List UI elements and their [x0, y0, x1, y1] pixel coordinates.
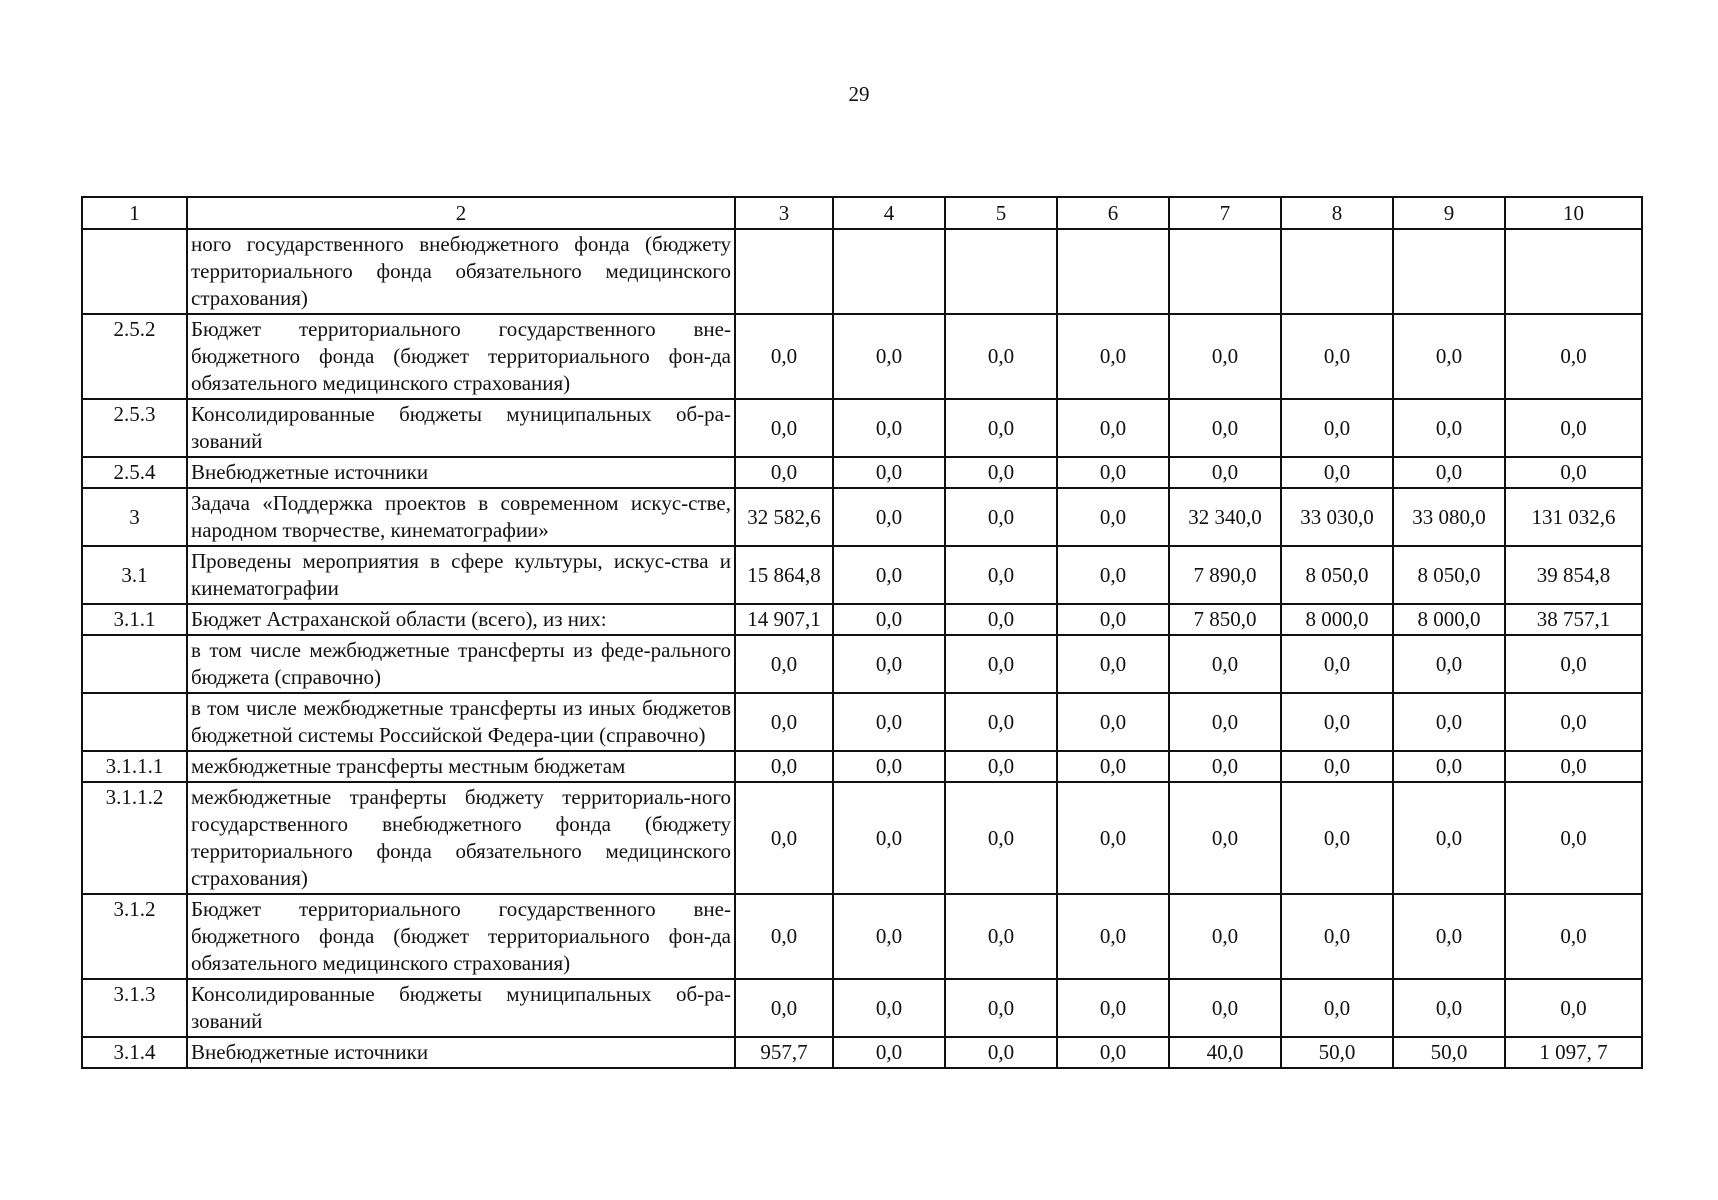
row-description: в том числе межбюджетные трансферты из феде-рального бюджета (справочно) — [187, 635, 735, 693]
value-cell: 8 000,0 — [1281, 604, 1393, 635]
value-cell: 0,0 — [1057, 979, 1169, 1037]
column-header: 7 — [1169, 197, 1281, 229]
value-cell: 0,0 — [1281, 751, 1393, 782]
value-cell: 8 050,0 — [1393, 546, 1505, 604]
column-header: 4 — [833, 197, 945, 229]
value-cell: 0,0 — [945, 314, 1057, 399]
value-cell: 0,0 — [1393, 635, 1505, 693]
row-description: Консолидированные бюджеты муниципальных об-ра-зований — [187, 979, 735, 1037]
value-cell: 0,0 — [1169, 693, 1281, 751]
row-code — [82, 635, 187, 693]
row-description: Внебюджетные источники — [187, 457, 735, 488]
value-cell: 0,0 — [833, 635, 945, 693]
value-cell: 32 582,6 — [735, 488, 833, 546]
row-description: Бюджет Астраханской области (всего), из них: — [187, 604, 735, 635]
value-cell: 0,0 — [945, 693, 1057, 751]
value-cell: 8 000,0 — [1393, 604, 1505, 635]
row-code: 3.1.2 — [82, 894, 187, 979]
row-code: 3 — [82, 488, 187, 546]
value-cell: 0,0 — [1393, 979, 1505, 1037]
value-cell: 0,0 — [833, 1037, 945, 1068]
value-cell: 957,7 — [735, 1037, 833, 1068]
value-cell: 0,0 — [833, 979, 945, 1037]
table-row — [82, 894, 1642, 979]
row-description: в том числе межбюджетные трансферты из иных бюджетов бюджетной системы Российской Федера-ции (справочно) — [187, 693, 735, 751]
value-cell: 0,0 — [945, 635, 1057, 693]
value-cell: 0,0 — [1057, 546, 1169, 604]
table-row — [82, 546, 1642, 604]
table-row — [82, 314, 1642, 399]
page-number: 29 — [848, 82, 870, 106]
value-cell: 0,0 — [945, 979, 1057, 1037]
column-header: 3 — [735, 197, 833, 229]
value-cell — [833, 229, 945, 314]
value-cell: 0,0 — [1281, 399, 1393, 457]
value-cell: 32 340,0 — [1169, 488, 1281, 546]
value-cell: 0,0 — [1393, 457, 1505, 488]
value-cell — [735, 229, 833, 314]
value-cell: 0,0 — [945, 604, 1057, 635]
value-cell: 33 030,0 — [1281, 488, 1393, 546]
value-cell: 0,0 — [945, 399, 1057, 457]
value-cell: 0,0 — [945, 894, 1057, 979]
value-cell — [1057, 229, 1169, 314]
value-cell: 0,0 — [1169, 457, 1281, 488]
value-cell: 0,0 — [1057, 693, 1169, 751]
value-cell: 50,0 — [1281, 1037, 1393, 1068]
row-code: 3.1.4 — [82, 1037, 187, 1068]
budget-table — [81, 196, 1643, 1069]
value-cell — [1281, 229, 1393, 314]
value-cell: 0,0 — [1057, 314, 1169, 399]
value-cell: 0,0 — [1505, 782, 1642, 894]
row-description: Задача «Поддержка проектов в современном искус-стве, народном творчестве, кинематографии» — [187, 488, 735, 546]
table-row — [82, 751, 1642, 782]
value-cell: 0,0 — [1169, 314, 1281, 399]
table-row — [82, 693, 1642, 751]
value-cell: 0,0 — [1169, 979, 1281, 1037]
column-header: 9 — [1393, 197, 1505, 229]
value-cell — [1169, 229, 1281, 314]
value-cell: 0,0 — [833, 457, 945, 488]
row-description: Бюджет территориального государственного вне-бюджетного фонда (бюджет территориального фон-да обязательного медицинского страхования) — [187, 314, 735, 399]
row-description: ного государственного внебюджетного фонда (бюджету территориального фонда обязательного медицинского страхования) — [187, 229, 735, 314]
value-cell: 0,0 — [1169, 399, 1281, 457]
row-description: Внебюджетные источники — [187, 1037, 735, 1068]
value-cell: 0,0 — [1057, 457, 1169, 488]
row-code: 3.1.3 — [82, 979, 187, 1037]
value-cell: 0,0 — [945, 782, 1057, 894]
value-cell: 0,0 — [1057, 488, 1169, 546]
value-cell: 0,0 — [833, 894, 945, 979]
value-cell: 0,0 — [1505, 635, 1642, 693]
value-cell: 7 890,0 — [1169, 546, 1281, 604]
value-cell: 39 854,8 — [1505, 546, 1642, 604]
table-row — [82, 604, 1642, 635]
row-code: 3.1.1.1 — [82, 751, 187, 782]
value-cell: 0,0 — [735, 979, 833, 1037]
column-header: 5 — [945, 197, 1057, 229]
value-cell: 0,0 — [833, 751, 945, 782]
value-cell: 0,0 — [1393, 894, 1505, 979]
value-cell: 0,0 — [735, 314, 833, 399]
row-description: Проведены мероприятия в сфере культуры, искус-ства и кинематографии — [187, 546, 735, 604]
value-cell: 40,0 — [1169, 1037, 1281, 1068]
value-cell: 7 850,0 — [1169, 604, 1281, 635]
column-header: 6 — [1057, 197, 1169, 229]
value-cell: 0,0 — [1281, 314, 1393, 399]
value-cell: 0,0 — [1505, 894, 1642, 979]
value-cell: 0,0 — [1281, 782, 1393, 894]
value-cell: 0,0 — [945, 488, 1057, 546]
table-row — [82, 399, 1642, 457]
row-description: Консолидированные бюджеты муниципальных об-ра-зований — [187, 399, 735, 457]
value-cell: 0,0 — [833, 546, 945, 604]
value-cell: 0,0 — [1057, 751, 1169, 782]
value-cell: 15 864,8 — [735, 546, 833, 604]
column-header: 10 — [1505, 197, 1642, 229]
table-row — [82, 488, 1642, 546]
row-code: 3.1.1.2 — [82, 782, 187, 894]
value-cell: 0,0 — [833, 399, 945, 457]
row-description: межбюджетные трансферты местным бюджетам — [187, 751, 735, 782]
value-cell: 0,0 — [1281, 457, 1393, 488]
value-cell — [1505, 229, 1642, 314]
value-cell: 0,0 — [1169, 635, 1281, 693]
table-body — [82, 229, 1642, 1068]
value-cell: 38 757,1 — [1505, 604, 1642, 635]
value-cell: 0,0 — [1281, 979, 1393, 1037]
value-cell: 0,0 — [735, 894, 833, 979]
value-cell: 0,0 — [1281, 894, 1393, 979]
table-row — [82, 1037, 1642, 1068]
value-cell: 0,0 — [833, 782, 945, 894]
value-cell — [1393, 229, 1505, 314]
value-cell: 0,0 — [945, 457, 1057, 488]
value-cell: 0,0 — [1057, 604, 1169, 635]
value-cell: 0,0 — [1393, 399, 1505, 457]
row-description: межбюджетные транферты бюджету территориаль-ного государственного внебюджетного фонда (бюджету территориального фонда обязательного медицинского страхования) — [187, 782, 735, 894]
value-cell: 0,0 — [1169, 782, 1281, 894]
value-cell: 131 032,6 — [1505, 488, 1642, 546]
row-code: 3.1.1 — [82, 604, 187, 635]
value-cell: 0,0 — [1057, 1037, 1169, 1068]
column-header: 2 — [187, 197, 735, 229]
row-code — [82, 693, 187, 751]
row-code: 2.5.3 — [82, 399, 187, 457]
value-cell: 50,0 — [1393, 1037, 1505, 1068]
value-cell: 0,0 — [1169, 894, 1281, 979]
row-code: 2.5.4 — [82, 457, 187, 488]
value-cell: 0,0 — [833, 314, 945, 399]
value-cell: 0,0 — [1169, 751, 1281, 782]
value-cell: 0,0 — [945, 751, 1057, 782]
value-cell: 0,0 — [1505, 693, 1642, 751]
value-cell: 0,0 — [1393, 693, 1505, 751]
table-row — [82, 979, 1642, 1037]
value-cell: 0,0 — [833, 693, 945, 751]
table-row — [82, 782, 1642, 894]
value-cell: 0,0 — [1057, 399, 1169, 457]
row-description: Бюджет территориального государственного вне-бюджетного фонда (бюджет территориального фон-да обязательного медицинского страхования) — [187, 894, 735, 979]
row-code — [82, 229, 187, 314]
value-cell: 0,0 — [1393, 782, 1505, 894]
table-row — [82, 635, 1642, 693]
value-cell: 0,0 — [833, 604, 945, 635]
value-cell: 0,0 — [833, 488, 945, 546]
column-header: 1 — [82, 197, 187, 229]
value-cell: 0,0 — [1505, 979, 1642, 1037]
row-code: 3.1 — [82, 546, 187, 604]
value-cell: 0,0 — [1505, 314, 1642, 399]
value-cell — [945, 229, 1057, 314]
value-cell: 0,0 — [735, 399, 833, 457]
table-row — [82, 229, 1642, 314]
value-cell: 0,0 — [735, 782, 833, 894]
value-cell: 0,0 — [735, 457, 833, 488]
table-row — [82, 457, 1642, 488]
value-cell: 0,0 — [1505, 399, 1642, 457]
row-code: 2.5.2 — [82, 314, 187, 399]
value-cell: 0,0 — [1505, 457, 1642, 488]
value-cell: 0,0 — [945, 546, 1057, 604]
value-cell: 33 080,0 — [1393, 488, 1505, 546]
value-cell: 1 097, 7 — [1505, 1037, 1642, 1068]
value-cell: 0,0 — [735, 635, 833, 693]
header-row — [82, 197, 1642, 229]
value-cell: 8 050,0 — [1281, 546, 1393, 604]
value-cell: 0,0 — [735, 693, 833, 751]
value-cell: 0,0 — [1057, 782, 1169, 894]
value-cell: 14 907,1 — [735, 604, 833, 635]
value-cell: 0,0 — [1057, 894, 1169, 979]
value-cell: 0,0 — [1505, 751, 1642, 782]
value-cell: 0,0 — [1281, 693, 1393, 751]
value-cell: 0,0 — [1057, 635, 1169, 693]
value-cell: 0,0 — [1393, 314, 1505, 399]
column-header: 8 — [1281, 197, 1393, 229]
value-cell: 0,0 — [945, 1037, 1057, 1068]
value-cell: 0,0 — [1281, 635, 1393, 693]
value-cell: 0,0 — [1393, 751, 1505, 782]
value-cell: 0,0 — [735, 751, 833, 782]
